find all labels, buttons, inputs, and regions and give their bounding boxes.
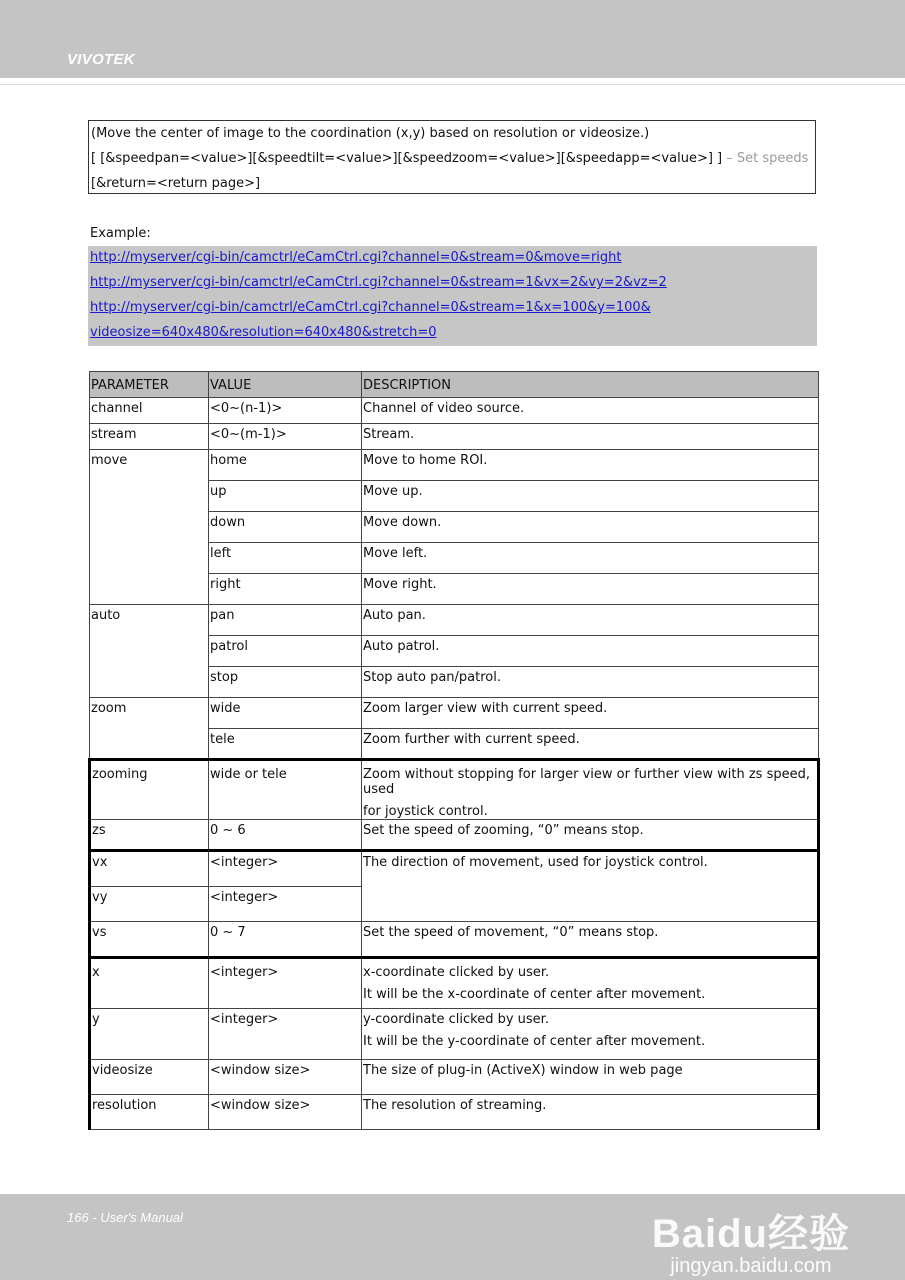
syntax-line-2 [91, 151, 808, 166]
param-cell: zooming [90, 760, 209, 820]
desc-cell [362, 1009, 819, 1060]
desc-line: y-coordinate clicked by user. [363, 1012, 549, 1027]
value-cell: patrol [209, 636, 362, 667]
table-row [90, 398, 819, 424]
table-row [90, 820, 819, 851]
desc-line: It will be the x-coordinate of center after movement. [363, 987, 706, 1002]
syntax-line-2-code: [ [&speedpan=<value>][&speedtilt=<value>][&speedzoom=<value>][&speedapp=<value>] ] [91, 151, 723, 166]
desc-cell: Stream. [362, 424, 819, 450]
param-cell: x [90, 958, 209, 1009]
value-cell: 0 ~ 6 [209, 820, 362, 851]
value-cell: pan [209, 605, 362, 636]
param-cell: channel [90, 398, 209, 424]
table-row [90, 1095, 819, 1130]
desc-cell: Stop auto pan/patrol. [362, 667, 819, 698]
table-row [90, 851, 819, 887]
value-cell: <0~(m-1)> [209, 424, 362, 450]
value-cell: left [209, 543, 362, 574]
column-header: DESCRIPTION [362, 372, 819, 398]
desc-cell [362, 760, 819, 820]
syntax-line-1: (Move the center of image to the coordination (x,y) based on resolution or videosize.) [91, 126, 650, 141]
watermark-url: jingyan.baidu.com [670, 1255, 832, 1277]
desc-cell: The resolution of streaming. [362, 1095, 819, 1130]
parameter-table [88, 371, 820, 1130]
value-cell: up [209, 481, 362, 512]
desc-cell: Move down. [362, 512, 819, 543]
table-header-row [90, 372, 819, 398]
syntax-line-3: [&return=<return page>] [91, 176, 261, 191]
example-link[interactable]: http://myserver/cgi-bin/camctrl/eCamCtrl.cgi?channel=0&stream=1&vx=2&vy=2&vz=2 [90, 275, 667, 290]
table-row [90, 450, 819, 481]
table-row [90, 958, 819, 1009]
desc-line: It will be the y-coordinate of center after movement. [363, 1034, 706, 1049]
desc-cell: Zoom further with current speed. [362, 729, 819, 760]
baidu-watermark [652, 1202, 850, 1278]
table-row [90, 605, 819, 636]
value-cell: <integer> [209, 958, 362, 1009]
desc-cell: Move left. [362, 543, 819, 574]
desc-line: x-coordinate clicked by user. [363, 965, 550, 980]
param-cell: resolution [90, 1095, 209, 1130]
value-cell: down [209, 512, 362, 543]
desc-cell: Move to home ROI. [362, 450, 819, 481]
value-cell: wide or tele [209, 760, 362, 820]
param-cell: move [90, 450, 209, 605]
value-cell: right [209, 574, 362, 605]
brand-logo: VIVOTEK [67, 51, 135, 68]
desc-line: Zoom without stopping for larger view or further view with zs speed, used [363, 767, 810, 797]
page-header [0, 0, 905, 78]
desc-cell: Set the speed of movement, “0” means stop. [362, 922, 819, 958]
table-row [90, 1060, 819, 1095]
header-divider [0, 84, 905, 85]
param-cell: vy [90, 887, 209, 922]
value-cell: <window size> [209, 1095, 362, 1130]
value-cell: home [209, 450, 362, 481]
desc-cell: Auto pan. [362, 605, 819, 636]
desc-cell: Set the speed of zooming, “0” means stop. [362, 820, 819, 851]
example-label: Example: [90, 226, 151, 241]
example-link[interactable]: videosize=640x480&resolution=640x480&stretch=0 [90, 325, 437, 340]
syntax-line-2-note: – Set speeds [722, 151, 809, 166]
page-footer [0, 1194, 905, 1280]
column-header: PARAMETER [90, 372, 209, 398]
value-cell: stop [209, 667, 362, 698]
column-header: VALUE [209, 372, 362, 398]
param-cell: auto [90, 605, 209, 698]
value-cell: <window size> [209, 1060, 362, 1095]
desc-cell: Zoom larger view with current speed. [362, 698, 819, 729]
table-row [90, 698, 819, 729]
value-cell: <integer> [209, 887, 362, 922]
param-cell: vx [90, 851, 209, 887]
param-cell: zoom [90, 698, 209, 760]
table-row [90, 922, 819, 958]
value-cell: wide [209, 698, 362, 729]
desc-cell: Auto patrol. [362, 636, 819, 667]
param-cell: vs [90, 922, 209, 958]
value-cell: <0~(n-1)> [209, 398, 362, 424]
desc-cell: Move up. [362, 481, 819, 512]
desc-line: for joystick control. [363, 804, 488, 819]
example-box [88, 246, 817, 346]
table-row [90, 1009, 819, 1060]
desc-cell: Move right. [362, 574, 819, 605]
param-cell: y [90, 1009, 209, 1060]
param-cell: videosize [90, 1060, 209, 1095]
example-link[interactable]: http://myserver/cgi-bin/camctrl/eCamCtrl.cgi?channel=0&stream=1&x=100&y=100& [90, 300, 651, 315]
watermark-logo: Baidu经验 [651, 1212, 850, 1256]
value-cell: <integer> [209, 1009, 362, 1060]
value-cell: <integer> [209, 851, 362, 887]
syntax-box [88, 120, 816, 194]
desc-cell: The size of plug-in (ActiveX) window in web page [362, 1060, 819, 1095]
table-row [90, 424, 819, 450]
desc-cell: Channel of video source. [362, 398, 819, 424]
desc-cell: The direction of movement, used for joystick control. [362, 851, 819, 922]
param-cell: zs [90, 820, 209, 851]
param-cell: stream [90, 424, 209, 450]
table-row [90, 760, 819, 820]
value-cell: 0 ~ 7 [209, 922, 362, 958]
desc-cell [362, 958, 819, 1009]
page-number-label: 166 - User's Manual [67, 1210, 183, 1225]
value-cell: tele [209, 729, 362, 760]
example-link[interactable]: http://myserver/cgi-bin/camctrl/eCamCtrl.cgi?channel=0&stream=0&move=right [90, 250, 622, 265]
